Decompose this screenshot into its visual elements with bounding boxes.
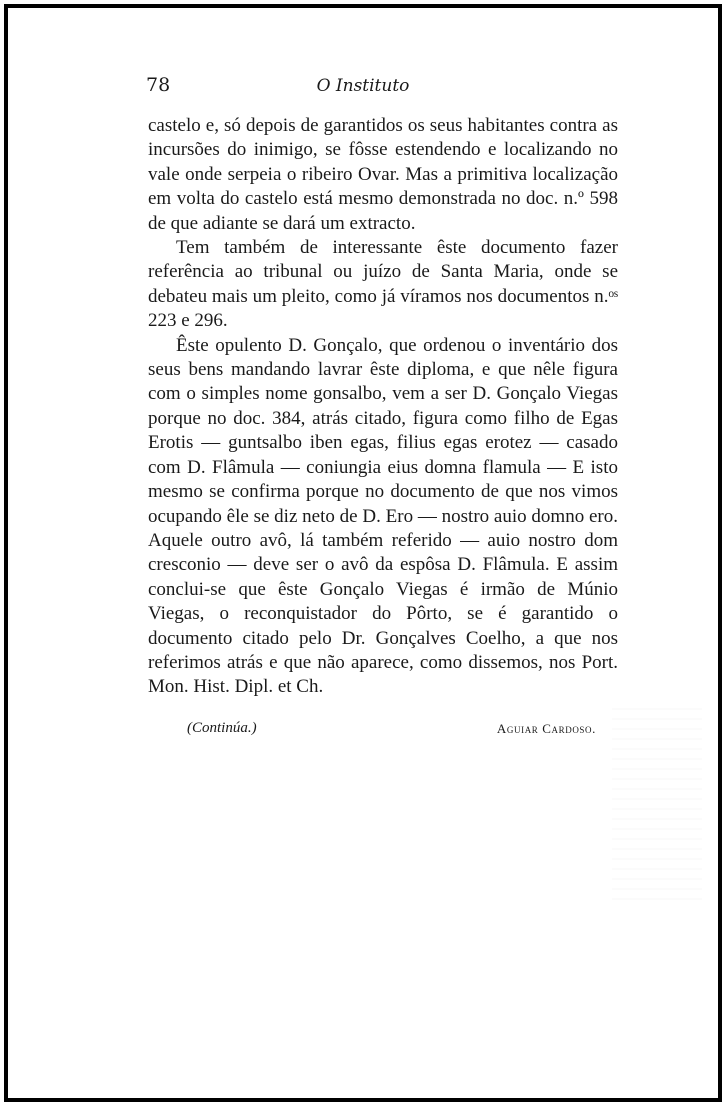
paragraph: Tem também de interessante êste documento fazer referência ao tribunal ou juízo de Santa Maria, onde se debateu mais um pleito, como já víramos nos documentos n.ᵒˢ 223 e 296. — [148, 237, 618, 332]
bleed-through — [612, 700, 702, 900]
page-number: 78 — [146, 74, 171, 96]
article-body — [148, 114, 618, 700]
paragraph: castelo e, só depois de garantidos os seus habitantes contra as incursões do inimigo, se fôsse estendendo e localizando no vale onde serpeia o ribeiro Ovar. Mas a primitiva localização em volta do castelo está mesmo demonstrada no doc. n.º 598 de que adiante se dará um extracto. — [148, 115, 618, 234]
running-title: O Instituto — [316, 76, 410, 96]
author-signature: Aguiar Cardoso. — [496, 721, 596, 736]
paragraph: Êste opulento D. Gonçalo, que ordenou o inventário dos seus bens mandando lavrar êste diploma, e que nêle figura com o simples nome gonsalbo, vem a ser D. Gonçalo Viegas porque no doc. 384, atrás citado, figura como filho de Egas Erotis — guntsalbo iben egas, filius egas erotez — casado com D. Flâmula — coniungia eius domna flamula — E isto mesmo se confirma porque no documento de que nos vimos ocupando êle se diz neto de D. Ero — nostro auio domno ero. Aquele outro avô, lá também referido — auio nostro dom cresconio — deve ser o avô da espôsa D. Flâmula. E assim conclui-se que êste Gonçalo Viegas é irmão de Múnio Viegas, o reconquistador do Pôrto, se é garantido o documento citado pelo Dr. Gonçalves Coelho, a que nos referimos atrás e que não aparece, como dissemos, nos Port. Mon. Hist. Dipl. et Ch. — [148, 334, 618, 698]
continued-note: (Continúa.) — [187, 720, 257, 736]
